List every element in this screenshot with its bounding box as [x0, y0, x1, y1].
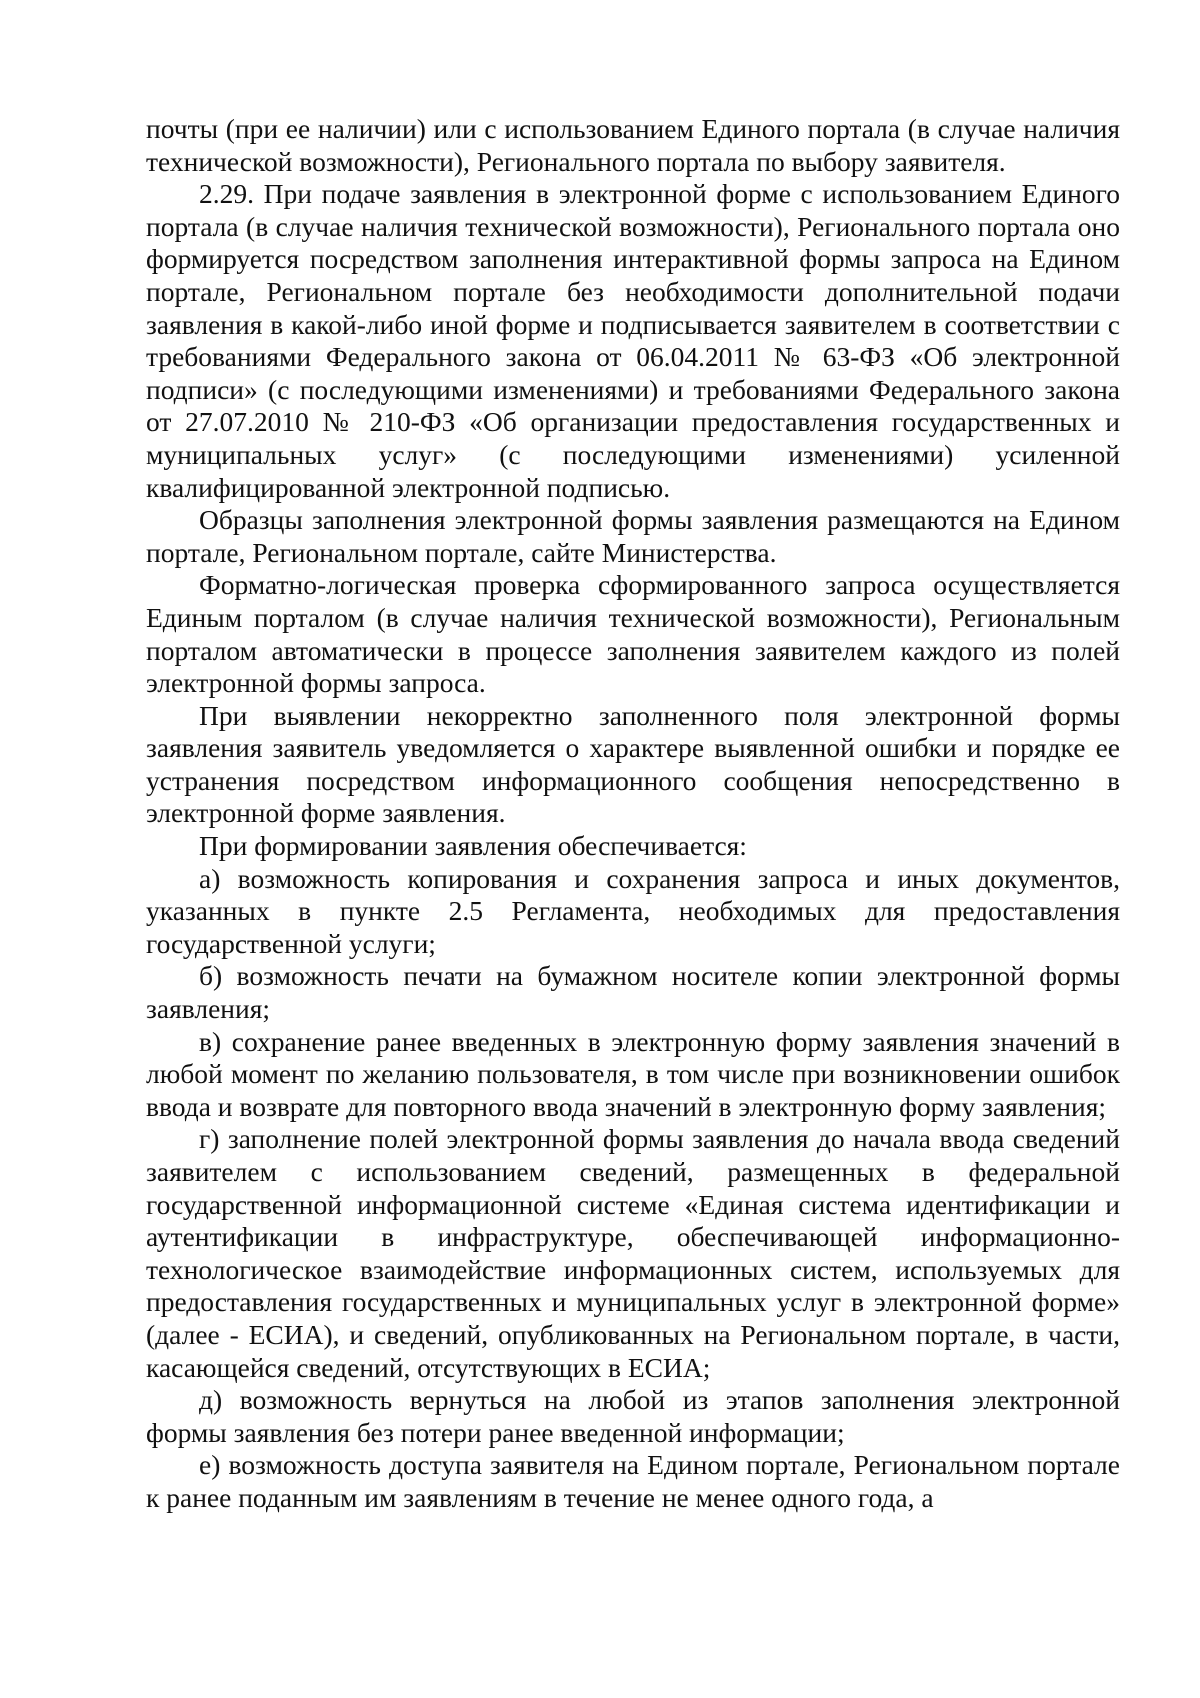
list-item-a: а) возможность копирования и сохранения запроса и иных документов, указанных в пункте 2.5 Регламента, необходимых для предоставления государственной услуги;: [146, 862, 1120, 959]
paragraph-2-29: 2.29. При подаче заявления в электронной форме с использованием Единого портала (в случае наличия технической возможности), Регионального портала оно формируется посредством заполнения интерактивной формы запроса на Едином портале, Региональном портале без необходимости дополнительной подачи заявления в какой-либо иной форме и подписывается заявителем в соответствии с требованиями Федерального закона от 06.04.2011 № 63-ФЗ «Об электронной подписи» (с последующими изменениями) и требованиями Федерального закона от 27.07.2010 № 210-ФЗ «Об организации предоставления государственных и муниципальных услуг» (с последующими изменениями) усиленной квалифицированной электронной подписью.: [146, 178, 1120, 503]
paragraph-format-check: Форматно-логическая проверка сформированного запроса осуществляется Единым порталом (в случае наличия технической возможности), Региональным порталом автоматически в процессе заполнения заявителем каждого из полей электронной формы запроса.: [146, 569, 1120, 699]
list-item-g: г) заполнение полей электронной формы заявления до начала ввода сведений заявителем с использованием сведений, размещенных в федеральной государственной информационной системе «Единая система идентификации и аутентификации в инфраструктуре, обеспечивающей информационно-технологическое взаимодействие информационных систем, используемых для предоставления государственных и муниципальных услуг в электронной форме» (далее - ЕСИА), и сведений, опубликованных на Региональном портале, в части, касающейся сведений, отсутствующих в ЕСИА;: [146, 1123, 1120, 1383]
list-item-e: е) возможность доступа заявителя на Едином портале, Региональном портале к ранее поданным им заявлениям в течение не менее одного года, а: [146, 1449, 1120, 1513]
paragraph-error-detection: При выявлении некорректно заполненного поля электронной формы заявления заявитель уведомляется о характере выявленной ошибки и порядке ее устранения посредством информационного сообщения непосредственно в электронной форме заявления.: [146, 699, 1120, 829]
list-item-b: б) возможность печати на бумажном носителе копии электронной формы заявления;: [146, 960, 1120, 1025]
document-body: [146, 113, 1120, 1515]
paragraph-samples: Образцы заполнения электронной формы заявления размещаются на Едином портале, Региональном портале, сайте Министерства.: [146, 504, 1120, 568]
list-item-d: д) возможность вернуться на любой из этапов заполнения электронной формы заявления без потери ранее введенной информации;: [146, 1384, 1120, 1448]
list-item-v: в) сохранение ранее введенных в электронную форму заявления значений в любой момент по желанию пользователя, в том числе при возникновении ошибок ввода и возврате для повторного ввода значений в электронную форму заявления;: [146, 1025, 1120, 1122]
paragraph-provisions-intro: При формировании заявления обеспечивается:: [199, 830, 747, 862]
paragraph-continuation: почты (при ее наличии) или с использованием Единого портала (в случае наличия технической возможности), Регионального портала по выбору заявителя.: [146, 113, 1120, 177]
